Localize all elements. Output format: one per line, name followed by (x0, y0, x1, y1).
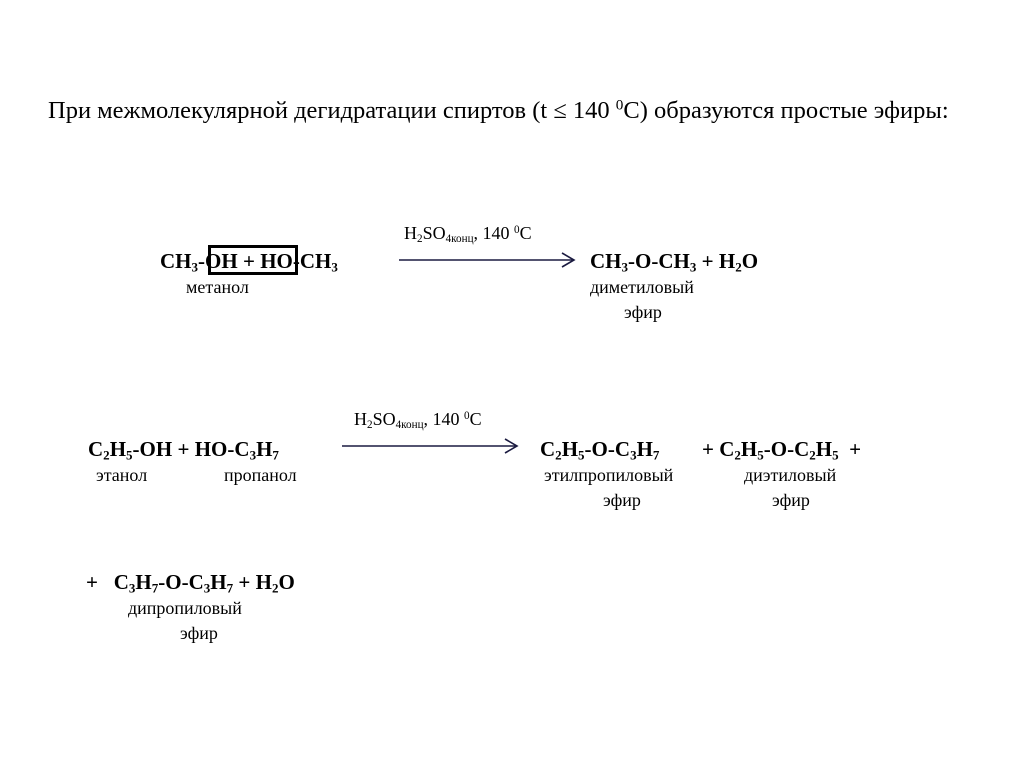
reaction3-label-1: дипропиловый (128, 598, 242, 618)
reaction1-left-label: метанол (186, 277, 249, 297)
reaction3-formula: + $C_3H_7-O-C_3H_7 + H_2O$ (86, 570, 295, 596)
page-title (48, 96, 949, 126)
reaction2-arrow (342, 436, 522, 456)
reaction1-right-label-1: диметиловый (590, 277, 694, 297)
reaction2-left-formula: $C_2H_5-OH + HO-C_3H_7$ (88, 437, 279, 463)
reaction1-condition: $H_2SO_{4конц}$, 140 $^0$C (404, 223, 532, 245)
highlight-box (208, 245, 298, 275)
reaction2-condition: $H_2SO_{4конц}$, 140 $^0$C (354, 409, 482, 431)
title-text-before: При межмолекулярной дегидратации спиртов (t ≤ 140 (48, 97, 616, 124)
reaction2-reactants (88, 436, 279, 462)
reaction2-product1 (540, 436, 659, 462)
product1-label-2: эфир (603, 490, 641, 510)
title-text-after: С) образуются простые эфиры: (623, 97, 949, 124)
reaction3-label-2: эфир (180, 623, 218, 643)
product2-label-2: эфир (772, 490, 810, 510)
reaction2-product2-formula: + $C_2H_5-O-C_2H_5$ + (702, 437, 862, 463)
reaction2-product1-formula: $C_2H_5-O-C_3H_7$ (540, 437, 660, 463)
reaction1-left-formula: $CH_3-OH + HO-CH_3$ (160, 249, 338, 275)
label-ethanol: этанол (96, 465, 148, 485)
product2-label-1: диэтиловый (744, 465, 837, 485)
reaction1-right-formula: $CH_3-O-CH_3 + H_2O$ (590, 249, 759, 275)
reaction1-right-label-2: эфир (624, 302, 662, 322)
label-propanol: пропанол (224, 465, 297, 485)
reaction1-products (590, 248, 758, 274)
title-degree: 0 (615, 96, 624, 114)
reaction1-arrow (399, 250, 579, 270)
reaction3-products (86, 569, 295, 595)
reaction2-product2 (702, 436, 861, 462)
product1-label-1: этилпропиловый (544, 465, 674, 485)
